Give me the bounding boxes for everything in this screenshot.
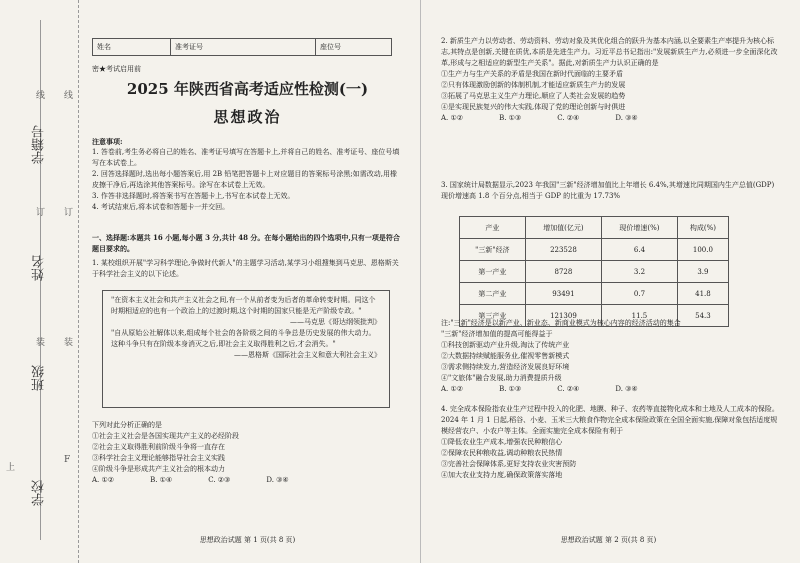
table-cell: 第一产业 (460, 261, 526, 283)
quote-box (102, 290, 390, 408)
question-3-body (441, 318, 781, 395)
q1-item: ④阶级斗争是形成共产主义社会的根本动力 (92, 465, 225, 473)
exam-title: 2025 年陕西省高考适应性检测(一) (126, 80, 369, 98)
table-cell: 第二产业 (460, 283, 526, 305)
table-cell: 100.0 (677, 239, 728, 261)
question-1: 1. 某校组织开展"学习科学理论,争做时代新人"的主题学习活动,某学习小组搜集到马克思、恩格斯关于科学社会主义的以下论述。 (92, 259, 399, 278)
table-row (460, 261, 729, 283)
q2-stem: 2. 新质生产力以劳动者、劳动资料、劳动对象及其优化组合的跃升为基本内涵,以全要素生产率提升为核心标志,其特点是创新,关键在质优,本质是先进生产力。习近平总书记指出:"发展新质生产力,必须进一步全面深化改革,形成与之相适应的新型生产关系"。据此,对新质生产力认识正确的是 (441, 37, 778, 67)
page-1-footer: 思想政治试题 第 1 页(共 8 页) (199, 536, 296, 544)
q1-option-c[interactable]: C. ②③ (208, 476, 231, 484)
q4-item: ③完善社会保障体系,更好支持农业灾害预防 (441, 460, 577, 468)
table-cell: 121309 (525, 305, 601, 327)
table-cell: 11.5 (602, 305, 678, 327)
binding-margin (0, 0, 79, 563)
quote-1-source: ——马克思《哥达纲领批判》 (290, 318, 381, 326)
q1-items (92, 420, 402, 486)
q1-options (92, 475, 402, 486)
q3-option-b[interactable]: B. ①③ (499, 385, 522, 393)
question-4 (441, 404, 781, 481)
note-item: 1. 答卷前,考生务必将自己的姓名、准考证号填写在答题卡上,并将自己的姓名、准考证号、座位号填写在本试卷上。 (92, 148, 400, 167)
page-1 (80, 0, 415, 563)
q1-item: ②社会主义取得胜利前阶级斗争将一直存在 (92, 443, 225, 451)
q2-options (441, 113, 781, 124)
question-3: 3. 国家统计局数据显示,2023 年我国"三新"经济增加值比上年增长 6.4%,其增速比同期国内生产总值(GDP)现价增速高 1.8 个百分点,相当于 GDP 的比重为 17.73% (441, 181, 775, 200)
table-cell: "三新"经济 (460, 239, 526, 261)
question-2 (441, 36, 781, 124)
table-cell: 54.3 (677, 305, 728, 327)
q2-item: ②只有体现激励创新的体制机制,才能适应新质生产力的发展 (441, 81, 626, 89)
quote-1: "在资本主义社会和共产主义社会之间,有一个从前者变为后者的革命转变时期。同这个时期相适应的也有一个政治上的过渡时期,这个时期的国家只能是无产阶级专政。" (111, 296, 376, 315)
table-header-row (460, 217, 729, 239)
section-heading: 一、选择题:本题共 16 小题,每小题 3 分,共计 48 分。在每小题给出的四个选项中,只有一项是符合题目要求的。 (92, 233, 400, 253)
table-cell: 223528 (525, 239, 601, 261)
table-cell: 93491 (525, 283, 601, 305)
q2-option-a[interactable]: A. ①② (441, 114, 464, 122)
label-student-id: 学籍号 (32, 125, 47, 164)
notes-title: 注意事项: (92, 137, 123, 146)
q3-item: ③需求侧持续发力,营造经济发展良好环境 (441, 363, 570, 371)
table-header-cell: 增加值(亿元) (525, 217, 601, 239)
q3-ask: "三新"经济增加值的提高可能得益于 (441, 330, 553, 338)
q2-item: ③拓展了马克思主义生产力理论,顺应了人类社会发展的趋势 (441, 92, 626, 100)
data-table (459, 216, 729, 327)
q2-option-b[interactable]: B. ①③ (499, 114, 522, 122)
quote-2-source: ——恩格斯《国际社会主义和意大利社会主义》 (234, 351, 381, 359)
quote-2: "自从原始公社解体以来,组成每个社会的各阶级之间的斗争总是历史发展的伟大动力。这种斗争只有在阶级本身消灭之后,即社会主义取得胜利之后,才会消失。" (111, 329, 376, 348)
q4-stem: 4. 完全成本保险指农业生产过程中投入的化肥、地膜、种子、农药等直接物化成本和土地及人工成本的保险。2024 年 1 月 1 日起,稻谷、小麦、玉米三大粮食作物完全成本保险政策在全国全面实施,保障对象包括适度规模经营农户、小农户等主体。全面实施完全成本保险有利于 (441, 405, 779, 435)
q4-item: ④加大农业支持力度,确保政策落实落地 (441, 471, 563, 479)
table-header-cell: 构成(%) (677, 217, 728, 239)
subject-title: 思想政治 (213, 108, 282, 126)
note-item: 4. 考试结束后,将本试卷和答题卡一并交回。 (92, 203, 230, 211)
cut-mark: 订 (64, 208, 74, 218)
q3-option-a[interactable]: A. ①② (441, 385, 464, 393)
info-exam-number: 准考证号 (171, 39, 316, 55)
table-row (460, 283, 729, 305)
table-note: 注:"三新"经济是以新产业、新业态、新商业模式为核心内容的经济活动的集合 (441, 319, 681, 327)
page-2 (420, 0, 796, 563)
q1-option-a[interactable]: A. ①② (92, 476, 115, 484)
cut-mark: 线 (64, 91, 74, 101)
q3-options (441, 384, 781, 395)
label-class: 班级 (32, 365, 47, 391)
page-2-footer: 思想政治试题 第 2 页(共 8 页) (560, 536, 657, 544)
q3-item: ①科技创新驱动产业升级,淘汰了传统产业 (441, 341, 570, 349)
table-row (460, 239, 729, 261)
label-name: 姓名 (32, 255, 47, 281)
cut-mark: 上 (6, 463, 16, 473)
q1-option-d[interactable]: D. ③④ (266, 476, 289, 484)
notes (92, 136, 402, 213)
cut-mark: 装 (64, 338, 74, 348)
q1-option-b[interactable]: B. ①④ (150, 476, 173, 484)
candidate-info-bar (92, 38, 392, 56)
cut-mark: 装 (36, 338, 46, 348)
table-cell: 第三产业 (460, 305, 526, 327)
q2-item: ①生产力与生产关系的矛盾是我国在新时代面临的主要矛盾 (441, 70, 623, 78)
q3-item: ④"文旅体"融合发展,助力消费提质升级 (441, 374, 562, 382)
q2-item: ④是实现民族复兴的伟大实践,体现了党的理论创新与时俱进 (441, 103, 626, 111)
q1-ask: 下列对此分析正确的是 (92, 421, 162, 429)
q1-item: ③科学社会主义理论能够指导社会主义实践 (92, 454, 225, 462)
cut-mark: 订 (36, 208, 46, 218)
q3-option-d[interactable]: D. ③④ (615, 385, 638, 393)
q3-item: ②大数据持续赋能服务业,催视零售新模式 (441, 352, 570, 360)
cut-mark: F (64, 455, 71, 465)
q2-option-c[interactable]: C. ②④ (557, 114, 580, 122)
cut-mark: 线 (36, 91, 46, 101)
note-item: 3. 作答非选择题时,将答案书写在答题卡上,书写在本试卷上无效。 (92, 192, 295, 200)
label-school: 学校 (32, 480, 47, 506)
q4-item: ①降低农业生产成本,增强农民种粮信心 (441, 438, 563, 446)
table-cell: 3.2 (602, 261, 678, 283)
note-item: 2. 回答选择题时,选出每小题答案后,用 2B 铅笔把答题卡上对应题目的答案标号涂黑;如需改动,用橡皮擦干净后,再选涂其他答案标号。涂写在本试卷上无效。 (92, 170, 397, 189)
q4-item: ②保障农民种粮收益,调动种粮农民热情 (441, 449, 563, 457)
q1-item: ①社会主义社会是各国实现共产主义的必经阶段 (92, 432, 239, 440)
table-cell: 6.4 (602, 239, 678, 261)
table-cell: 3.9 (677, 261, 728, 283)
q2-option-d[interactable]: D. ③④ (615, 114, 638, 122)
secret-mark: 密★考试启用前 (92, 65, 141, 73)
info-name: 姓名 (93, 39, 171, 55)
info-seat-number: 座位号 (320, 43, 341, 51)
q3-option-c[interactable]: C. ②④ (557, 385, 580, 393)
table-cell: 41.8 (677, 283, 728, 305)
table-cell: 8728 (525, 261, 601, 283)
table-header-cell: 产业 (460, 217, 526, 239)
table-cell: 0.7 (602, 283, 678, 305)
table-header-cell: 现价增速(%) (602, 217, 678, 239)
